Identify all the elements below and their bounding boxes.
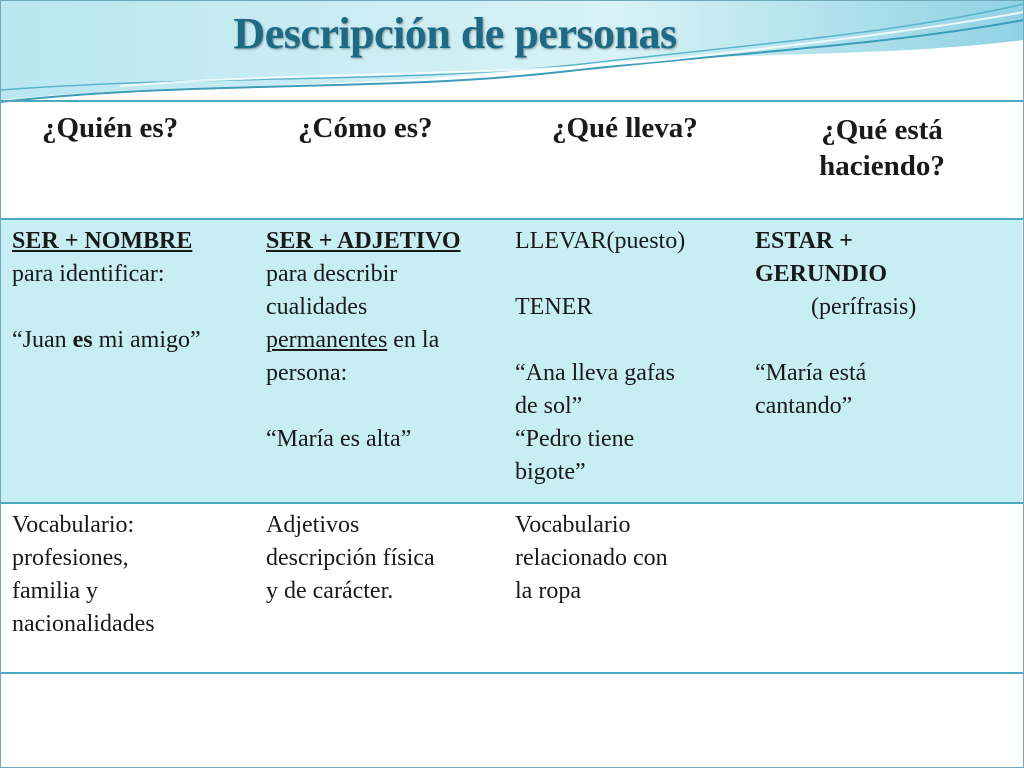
vocab-line: familia y	[12, 578, 98, 604]
rule-text: persona:	[266, 360, 348, 386]
rule-text: cualidades	[266, 294, 368, 320]
header-quien: ¿Quién es?	[42, 112, 179, 144]
vocab-line: profesiones,	[12, 545, 129, 571]
rule-text: para identificar:	[12, 261, 165, 287]
rule-text: LLEVAR(puesto)	[515, 228, 686, 254]
vocab-line: descripción física	[266, 545, 435, 571]
vocab-line: la ropa	[515, 578, 581, 604]
vocab-line: Adjetivos	[266, 512, 360, 538]
vocab-line: relacionado con	[515, 545, 668, 571]
rule-heading: GERUNDIO	[755, 261, 888, 287]
rule-example: “Pedro tiene	[515, 426, 635, 452]
vocab-line: Vocabulario:	[12, 512, 135, 538]
header-que-lleva: ¿Qué lleva?	[552, 112, 698, 144]
rule-text: TENER	[515, 294, 593, 320]
rule-heading: SER + ADJETIVO	[266, 228, 461, 254]
rule-example: bigote”	[515, 459, 586, 485]
rule-example: “María es alta”	[266, 426, 412, 452]
header-que-esta-haciendo: ¿Qué está haciendo?	[819, 114, 945, 182]
vocab-line: nacionalidades	[12, 611, 155, 637]
vocab-line: y de carácter.	[266, 578, 394, 604]
rule-example: de sol”	[515, 393, 583, 419]
vocab-line: Vocabulario	[515, 512, 631, 538]
header-como: ¿Cómo es?	[298, 112, 433, 144]
rule-text: permanentes en la	[266, 327, 440, 353]
rule-example: cantando”	[755, 393, 853, 419]
rule-example: “Ana lleva gafas	[515, 360, 675, 386]
rule-heading: SER + NOMBRE	[12, 228, 193, 254]
rule-example: “Juan es mi amigo”	[12, 327, 201, 353]
rule-heading: ESTAR +	[755, 228, 853, 254]
rule-example: “María está	[755, 360, 867, 386]
rule-text: (perífrasis)	[811, 294, 917, 320]
page-title: Descripción de personas	[233, 9, 677, 58]
rule-text: para describir	[266, 261, 398, 287]
